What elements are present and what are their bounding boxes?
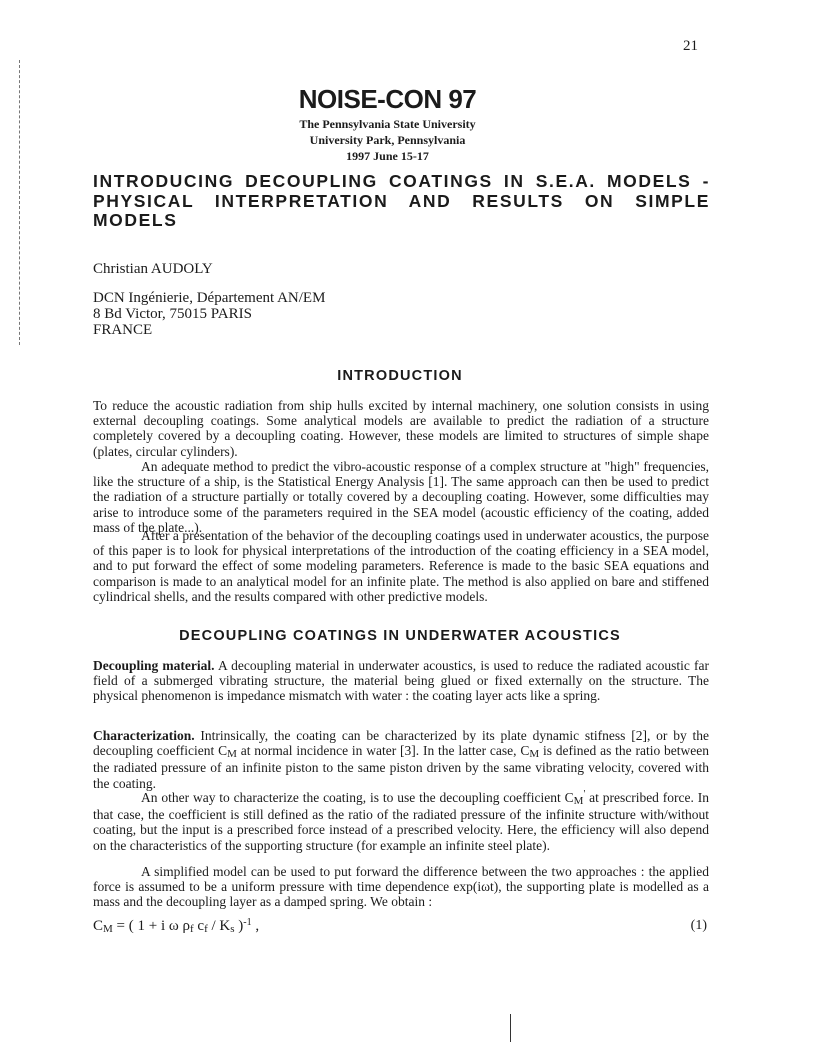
equation-number: (1)	[690, 918, 707, 933]
characterization-text-1: Intrinsically, the coating can be characterized by its plate dynamic stifness [2], or by the decoupling coefficient	[93, 728, 710, 759]
characterization-paragraph	[93, 728, 709, 791]
paper-title: INTRODUCING DECOUPLING COATINGS IN S.E.A. MODELS - PHYSICAL INTERPRETATION AND RESULTS ON SIMPLE MODELS	[93, 171, 710, 230]
characterization-run-head: Characterization.	[93, 728, 195, 743]
decoupling-material-paragraph	[93, 658, 709, 704]
characterization-text-2: at normal incidence in water [3]. In the latter case,	[240, 743, 517, 759]
cm-prime-symbol: CM'	[564, 789, 586, 807]
conference-line-date: 1997 June 15-17	[346, 149, 429, 163]
affiliation-line-1: DCN Ingénierie, Département AN/EM	[93, 290, 326, 306]
intro-paragraph-1: To reduce the acoustic radiation from ship hulls excited by internal machinery, one solution consists in using external decoupling coatings. Some analytical models are available to predict the radiation of a structure completely covered by a decoupling coating. However, these models are limited to structures of simple shape (plates, circular cylinders).	[93, 398, 709, 459]
page-number: 21	[683, 38, 698, 54]
other-way-paragraph: An other way to characterize the coating, is to use the decoupling coefficient CM' at prescribed force. In that case, the coefficient is still defined as the ratio of the radiated pressure of the infinite structure with/without coating, but the input is a prescribed force instead of a prescribed velocity. Here, the efficiency will also depend on the characteristics of the supporting structure (for example an infinite steel plate).	[93, 789, 709, 853]
conference-title: NOISE-CON 97	[298, 84, 477, 114]
equation-1: CM = ( 1 + i ω ρf cf / Ks )$^{-1}$ ,	[93, 917, 260, 935]
conference-line-university: The Pennsylvania State University	[299, 117, 476, 131]
simplified-model-paragraph: A simplified model can be used to put forward the difference between the two approaches : the applied force is assumed to be a uniform pressure with time dependence exp(iωt), the supporting plate is modelled as a mass and the decoupling layer as a damped spring. We obtain :	[93, 864, 709, 910]
cm-symbol: CM	[520, 743, 540, 761]
decoupling-material-text: A decoupling material in underwater acoustics, is used to reduce the radiated acoustic far field of a submerged vibrating structure, the material being glued or fixed externally on the structure. The physical phenomenon is impedance mismatch with water : the coating layer acts like a spring.	[93, 658, 709, 704]
decoupling-material-run-head: Decoupling material.	[93, 658, 215, 673]
section-heading-introduction: INTRODUCTION	[337, 368, 463, 384]
conference-line-location: University Park, Pennsylvania	[309, 133, 466, 147]
author-name: Christian AUDOLY	[93, 261, 213, 277]
cm-symbol: CM	[218, 743, 237, 761]
intro-paragraph-2: An adequate method to predict the vibro-acoustic response of a complex structure at "high" frequencies, like the structure of a ship, is the Statistical Energy Analysis [1]. The same approach can then be used to predict the radiation of a structure partially or totally covered by a decoupling coating. However, some difficulties may arise to introduce some of the parameters required in the SEA model (acoustic efficiency of the coating, added mass of the plate...).	[93, 459, 709, 535]
section-heading-decoupling-coatings: DECOUPLING COATINGS IN UNDERWATER ACOUSTICS	[179, 628, 621, 644]
affiliation-line-2: 8 Bd Victor, 75015 PARIS	[93, 306, 252, 322]
intro-paragraph-3: After a presentation of the behavior of the decoupling coatings used in underwater acoustics, the purpose of this paper is to look for physical interpretations of the introduction of the coating efficiency in a SEA model, and to put forward the effect of some modeling parameters. Reference is made to the basic SEA equations and comparison is made to an analytical model for an infinite plate. The method is also applied on bare and stiffened cylindrical shells, and the results compared with other predictive models.	[93, 528, 709, 604]
characterization-text-3: is defined as the ratio between the radiated pressure of an infinite piston to the same piston driven by the same vibrating velocity, covered with the coating.	[93, 743, 710, 791]
affiliation-line-3: FRANCE	[93, 322, 153, 338]
scan-artifact-mark	[510, 1014, 511, 1042]
